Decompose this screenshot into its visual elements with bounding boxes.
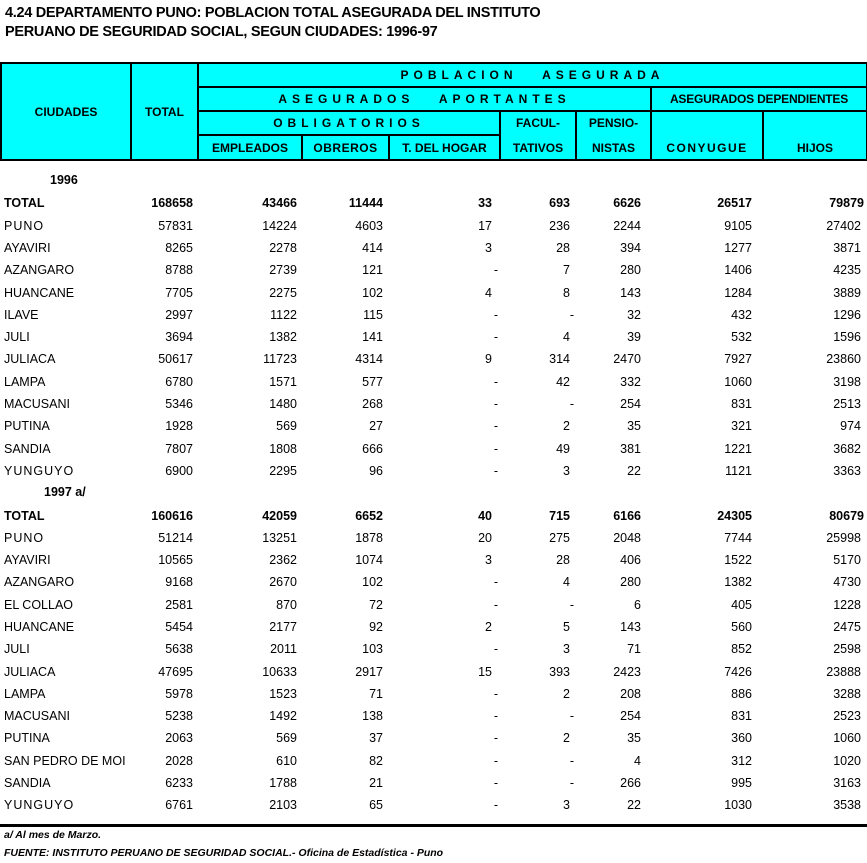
cell-empleados: 1523 xyxy=(269,687,297,701)
cell-obreros: 96 xyxy=(369,464,383,478)
cell-hijos: 27402 xyxy=(826,219,861,233)
cell-hogar: - xyxy=(493,397,498,411)
cell-total: 5978 xyxy=(165,687,193,701)
year-label: 1996 xyxy=(50,173,78,187)
city-name: MACUSANI xyxy=(4,397,70,411)
header-facultativos-1: FACUL- xyxy=(516,116,560,130)
table-row xyxy=(0,327,867,347)
table-row xyxy=(0,773,867,793)
city-name: PUNO xyxy=(4,219,45,233)
cell-hogar: - xyxy=(493,642,498,656)
cell-conyugue: 432 xyxy=(731,308,752,322)
cell-conyugue: 886 xyxy=(731,687,752,701)
city-name: AYAVIRI xyxy=(4,241,51,255)
header-asegurados-dependientes: ASEGURADOS DEPENDIENTES xyxy=(669,92,849,106)
cell-conyugue: 7927 xyxy=(724,352,752,366)
cell-pensionistas: 266 xyxy=(620,776,641,790)
cell-empleados: 2275 xyxy=(269,286,297,300)
city-name: TOTAL xyxy=(4,509,45,523)
city-name: MACUSANI xyxy=(4,709,70,723)
cell-facultativos: 2 xyxy=(563,687,570,701)
cell-hogar: 9 xyxy=(485,352,492,366)
cell-pensionistas: 143 xyxy=(620,620,641,634)
cell-empleados: 43466 xyxy=(262,196,297,210)
cell-conyugue: 995 xyxy=(731,776,752,790)
cell-facultativos: - xyxy=(569,397,574,411)
cell-pensionistas: 35 xyxy=(627,731,641,745)
cell-facultativos: - xyxy=(569,709,574,723)
cell-hogar: 3 xyxy=(485,553,492,567)
cell-total: 2581 xyxy=(165,598,193,612)
cell-conyugue: 1522 xyxy=(724,553,752,567)
cell-hijos: 3363 xyxy=(833,464,861,478)
cell-pensionistas: 394 xyxy=(620,241,641,255)
cell-total: 5454 xyxy=(165,620,193,634)
cell-facultativos: - xyxy=(569,776,574,790)
cell-hogar: - xyxy=(493,330,498,344)
cell-hijos: 974 xyxy=(840,419,861,433)
cell-hijos: 3682 xyxy=(833,442,861,456)
cell-obreros: 37 xyxy=(369,731,383,745)
title-line-1: 4.24 DEPARTAMENTO PUNO: POBLACION TOTAL ASEGURADA DEL INSTITUTO xyxy=(5,5,541,21)
cell-total: 57831 xyxy=(158,219,193,233)
cell-hogar: - xyxy=(493,709,498,723)
cell-obreros: 65 xyxy=(369,798,383,812)
cell-pensionistas: 22 xyxy=(627,464,641,478)
cell-obreros: 2917 xyxy=(355,665,383,679)
cell-empleados: 1382 xyxy=(269,330,297,344)
cell-conyugue: 360 xyxy=(731,731,752,745)
cell-facultativos: 715 xyxy=(549,509,570,523)
cell-empleados: 569 xyxy=(276,731,297,745)
cell-hogar: - xyxy=(493,754,498,768)
city-name: AZANGARO xyxy=(4,263,75,277)
table-row xyxy=(0,305,867,325)
cell-hijos: 3889 xyxy=(833,286,861,300)
cell-facultativos: - xyxy=(569,754,574,768)
cell-empleados: 42059 xyxy=(262,509,297,523)
cell-total: 6780 xyxy=(165,375,193,389)
cell-hogar: 15 xyxy=(478,665,492,679)
header-facultativos-2: TATIVOS xyxy=(512,140,564,155)
table-row xyxy=(0,795,867,815)
cell-empleados: 2739 xyxy=(269,263,297,277)
table-row xyxy=(0,751,867,771)
cell-conyugue: 1221 xyxy=(724,442,752,456)
cell-conyugue: 831 xyxy=(731,709,752,723)
footer-rule xyxy=(0,824,867,827)
header-pensionistas-2: NISTAS xyxy=(591,140,636,155)
cell-empleados: 2362 xyxy=(269,553,297,567)
cell-conyugue: 9105 xyxy=(724,219,752,233)
cell-hogar: - xyxy=(493,308,498,322)
cell-facultativos: - xyxy=(569,598,574,612)
table-row xyxy=(0,439,867,459)
cell-hijos: 2475 xyxy=(833,620,861,634)
cell-hijos: 1596 xyxy=(833,330,861,344)
table-row xyxy=(0,684,867,704)
year-label: 1997 a/ xyxy=(44,485,86,500)
cell-conyugue: 1406 xyxy=(724,263,752,277)
city-name: LAMPA xyxy=(4,375,46,389)
city-name: SANDIA xyxy=(4,442,51,456)
city-name: TOTAL xyxy=(4,196,45,210)
cell-hijos: 2523 xyxy=(833,709,861,723)
cell-obreros: 71 xyxy=(369,687,383,701)
cell-pensionistas: 4 xyxy=(634,754,641,768)
cell-hijos: 3538 xyxy=(833,798,861,812)
cell-facultativos: 393 xyxy=(549,665,570,679)
cell-obreros: 103 xyxy=(362,642,383,656)
cell-total: 6233 xyxy=(165,776,193,790)
cell-hogar: 2 xyxy=(485,620,492,634)
cell-empleados: 2295 xyxy=(269,464,297,478)
cell-facultativos: 3 xyxy=(563,798,570,812)
cell-obreros: 21 xyxy=(369,776,383,790)
cell-obreros: 27 xyxy=(369,419,383,433)
cell-obreros: 82 xyxy=(369,754,383,768)
cell-pensionistas: 208 xyxy=(620,687,641,701)
cell-obreros: 1878 xyxy=(355,531,383,545)
cell-total: 2028 xyxy=(165,754,193,768)
cell-empleados: 1492 xyxy=(269,709,297,723)
cell-conyugue: 532 xyxy=(731,330,752,344)
cell-conyugue: 26517 xyxy=(717,196,752,210)
cell-empleados: 1480 xyxy=(269,397,297,411)
cell-hogar: - xyxy=(493,263,498,277)
cell-empleados: 1788 xyxy=(269,776,297,790)
cell-pensionistas: 254 xyxy=(620,397,641,411)
cell-pensionistas: 2470 xyxy=(613,352,641,366)
cell-total: 50617 xyxy=(158,352,193,366)
city-name: JULI xyxy=(4,642,30,656)
cell-pensionistas: 2244 xyxy=(613,219,641,233)
cell-hogar: - xyxy=(493,464,498,478)
table-row xyxy=(0,572,867,592)
city-name: EL COLLAO xyxy=(4,598,74,612)
cell-obreros: 102 xyxy=(362,286,383,300)
cell-pensionistas: 2048 xyxy=(613,531,641,545)
cell-facultativos: 49 xyxy=(556,442,570,456)
cell-conyugue: 1030 xyxy=(724,798,752,812)
cell-hijos: 3163 xyxy=(833,776,861,790)
cell-facultativos: 693 xyxy=(549,196,570,210)
cell-facultativos: 7 xyxy=(563,263,570,277)
table-title xyxy=(5,4,540,42)
cell-facultativos: 2 xyxy=(563,419,570,433)
cell-total: 6761 xyxy=(165,798,193,812)
city-name: YUNGUYO xyxy=(4,798,75,812)
cell-hijos: 1020 xyxy=(833,754,861,768)
cell-total: 1928 xyxy=(165,419,193,433)
cell-conyugue: 7426 xyxy=(724,665,752,679)
cell-pensionistas: 6 xyxy=(634,598,641,612)
city-name: ILAVE xyxy=(4,308,39,322)
cell-hijos: 4235 xyxy=(833,263,861,277)
city-name: PUTINA xyxy=(4,731,50,745)
cell-obreros: 102 xyxy=(362,575,383,589)
cell-hogar: 33 xyxy=(478,196,492,210)
cell-empleados: 1122 xyxy=(270,308,297,322)
cell-obreros: 138 xyxy=(362,709,383,723)
cell-obreros: 4314 xyxy=(355,352,383,366)
cell-facultativos: 236 xyxy=(549,219,570,233)
cell-conyugue: 852 xyxy=(731,642,752,656)
cell-conyugue: 1277 xyxy=(724,241,752,255)
cell-hijos: 3198 xyxy=(833,375,861,389)
cell-facultativos: 28 xyxy=(556,241,570,255)
cell-empleados: 10633 xyxy=(262,665,297,679)
cell-total: 5238 xyxy=(165,709,193,723)
table-row xyxy=(0,238,867,258)
city-name: PUTINA xyxy=(4,419,50,433)
cell-facultativos: - xyxy=(569,308,574,322)
cell-obreros: 4603 xyxy=(355,219,383,233)
cell-hogar: - xyxy=(493,776,498,790)
cell-conyugue: 1284 xyxy=(724,286,752,300)
header-pensionistas-1: PENSIO- xyxy=(588,116,639,130)
cell-obreros: 141 xyxy=(362,330,383,344)
cell-pensionistas: 6626 xyxy=(613,196,641,210)
cell-hogar: - xyxy=(493,687,498,701)
cell-empleados: 14224 xyxy=(262,219,297,233)
total-row xyxy=(0,506,867,526)
cell-pensionistas: 406 xyxy=(620,553,641,567)
city-name: SAN PEDRO DE MOI xyxy=(4,754,126,768)
cell-pensionistas: 332 xyxy=(620,375,641,389)
cell-hogar: 20 xyxy=(478,531,492,545)
table-row xyxy=(0,372,867,392)
cell-pensionistas: 32 xyxy=(627,308,641,322)
header-total: TOTAL xyxy=(145,104,184,119)
cell-obreros: 6652 xyxy=(355,509,383,523)
table-header xyxy=(0,62,867,161)
cell-empleados: 2103 xyxy=(269,798,297,812)
cell-hijos: 3871 xyxy=(833,241,861,255)
cell-hijos: 1060 xyxy=(833,731,861,745)
cell-total: 9168 xyxy=(165,575,193,589)
header-t-del-hogar: T. DEL HOGAR xyxy=(402,140,487,155)
cell-obreros: 268 xyxy=(362,397,383,411)
cell-total: 168658 xyxy=(151,196,193,210)
city-name: LAMPA xyxy=(4,687,46,701)
cell-empleados: 2177 xyxy=(269,620,297,634)
cell-total: 2997 xyxy=(165,308,193,322)
cell-total: 8788 xyxy=(165,263,193,277)
cell-hijos: 5170 xyxy=(833,553,861,567)
cell-pensionistas: 71 xyxy=(627,642,641,656)
cell-facultativos: 3 xyxy=(563,642,570,656)
table-row xyxy=(0,662,867,682)
table-row xyxy=(0,260,867,280)
cell-empleados: 1571 xyxy=(269,375,297,389)
table-row xyxy=(0,283,867,303)
table-row xyxy=(0,595,867,615)
city-name: HUANCANE xyxy=(4,286,75,300)
cell-total: 7705 xyxy=(165,286,193,300)
cell-hogar: 40 xyxy=(478,509,492,523)
cell-conyugue: 560 xyxy=(731,620,752,634)
cell-total: 5346 xyxy=(165,397,193,411)
city-name: HUANCANE xyxy=(4,620,75,634)
cell-facultativos: 4 xyxy=(563,575,570,589)
cell-hogar: 17 xyxy=(478,219,492,233)
cell-hogar: 4 xyxy=(485,286,492,300)
table-row xyxy=(0,639,867,659)
cell-empleados: 2670 xyxy=(269,575,297,589)
cell-obreros: 414 xyxy=(362,241,383,255)
city-name: SANDIA xyxy=(4,776,51,790)
cell-conyugue: 24305 xyxy=(717,509,752,523)
city-name: AYAVIRI xyxy=(4,553,51,567)
cell-facultativos: 8 xyxy=(563,286,570,300)
cell-empleados: 870 xyxy=(276,598,297,612)
cell-empleados: 2278 xyxy=(269,241,297,255)
header-poblacion-asegurada: POBLACION ASEGURADA xyxy=(400,68,665,82)
cell-empleados: 610 xyxy=(276,754,297,768)
cell-conyugue: 1121 xyxy=(725,464,752,478)
header-obreros: OBREROS xyxy=(313,140,378,155)
cell-obreros: 115 xyxy=(363,308,383,322)
cell-pensionistas: 6166 xyxy=(613,509,641,523)
city-name: PUNO xyxy=(4,531,45,545)
cell-obreros: 92 xyxy=(369,620,383,634)
source-note: FUENTE: INSTITUTO PERUANO DE SEGURIDAD SOCIAL.- Oficina de Estadística - Puno xyxy=(4,847,444,859)
cell-empleados: 11723 xyxy=(263,352,297,366)
cell-total: 8265 xyxy=(165,241,193,255)
table-row xyxy=(0,528,867,548)
cell-pensionistas: 381 xyxy=(620,442,641,456)
cell-total: 47695 xyxy=(158,665,193,679)
cell-hogar: - xyxy=(493,419,498,433)
table-row xyxy=(0,216,867,236)
cell-total: 5638 xyxy=(165,642,193,656)
cell-obreros: 121 xyxy=(362,263,383,277)
cell-total: 2063 xyxy=(165,731,193,745)
cell-obreros: 72 xyxy=(369,598,383,612)
cell-total: 7807 xyxy=(165,442,193,456)
table-row xyxy=(0,728,867,748)
table-row xyxy=(0,461,867,481)
cell-obreros: 577 xyxy=(362,375,383,389)
cell-hijos: 80679 xyxy=(829,509,864,523)
table-row xyxy=(0,706,867,726)
cell-facultativos: 5 xyxy=(563,620,570,634)
cell-pensionistas: 280 xyxy=(620,263,641,277)
table-row xyxy=(0,617,867,637)
cell-facultativos: 42 xyxy=(556,375,570,389)
header-conyugue: CONYUGUE xyxy=(666,140,748,155)
cell-obreros: 666 xyxy=(362,442,383,456)
cell-hijos: 23860 xyxy=(826,352,861,366)
header-obligatorios: OBLIGATORIOS xyxy=(273,116,425,130)
table-row xyxy=(0,550,867,570)
cell-total: 3694 xyxy=(165,330,193,344)
cell-pensionistas: 280 xyxy=(620,575,641,589)
cell-hijos: 79879 xyxy=(829,196,864,210)
cell-pensionistas: 254 xyxy=(620,709,641,723)
cell-conyugue: 312 xyxy=(731,754,752,768)
cell-facultativos: 314 xyxy=(549,352,570,366)
cell-facultativos: 28 xyxy=(556,553,570,567)
cell-empleados: 13251 xyxy=(262,531,297,545)
cell-hogar: - xyxy=(493,798,498,812)
cell-hijos: 2513 xyxy=(833,397,861,411)
table-row xyxy=(0,394,867,414)
cell-hijos: 1296 xyxy=(833,308,861,322)
cell-facultativos: 2 xyxy=(563,731,570,745)
cell-hogar: - xyxy=(493,731,498,745)
cell-pensionistas: 22 xyxy=(627,798,641,812)
city-name: JULIACA xyxy=(4,665,56,679)
header-hijos: HIJOS xyxy=(796,140,833,155)
cell-obreros: 11444 xyxy=(348,196,383,210)
cell-hijos: 4730 xyxy=(833,575,861,589)
cell-obreros: 1074 xyxy=(355,553,383,567)
cell-conyugue: 1382 xyxy=(724,575,752,589)
cell-hogar: - xyxy=(493,442,498,456)
table-row xyxy=(0,416,867,436)
cell-total: 6900 xyxy=(165,464,193,478)
title-line-2: PERUANO DE SEGURIDAD SOCIAL, SEGUN CIUDADES: 1996-97 xyxy=(5,24,438,40)
city-name: YUNGUYO xyxy=(4,464,75,478)
cell-conyugue: 405 xyxy=(731,598,752,612)
cell-facultativos: 3 xyxy=(563,464,570,478)
footnote: a/ Al mes de Marzo. xyxy=(4,829,102,841)
city-name: JULIACA xyxy=(4,352,56,366)
cell-hogar: - xyxy=(493,598,498,612)
header-ciudades: CIUDADES xyxy=(34,104,98,119)
cell-hogar: - xyxy=(493,375,498,389)
cell-pensionistas: 35 xyxy=(627,419,641,433)
cell-conyugue: 7744 xyxy=(724,531,752,545)
cell-pensionistas: 39 xyxy=(627,330,641,344)
cell-total: 10565 xyxy=(158,553,193,567)
city-name: JULI xyxy=(4,330,30,344)
cell-facultativos: 275 xyxy=(549,531,570,545)
cell-hijos: 2598 xyxy=(833,642,861,656)
cell-hijos: 1228 xyxy=(833,598,861,612)
table-row xyxy=(0,349,867,369)
header-asegurados-aportantes: ASEGURADOS APORTANTES xyxy=(278,92,571,106)
total-row xyxy=(0,193,867,213)
cell-conyugue: 1060 xyxy=(724,375,752,389)
cell-hogar: - xyxy=(493,575,498,589)
cell-hijos: 25998 xyxy=(826,531,861,545)
cell-empleados: 569 xyxy=(276,419,297,433)
cell-empleados: 2011 xyxy=(270,642,297,656)
cell-facultativos: 4 xyxy=(563,330,570,344)
cell-empleados: 1808 xyxy=(269,442,297,456)
cell-total: 51214 xyxy=(158,531,193,545)
cell-pensionistas: 143 xyxy=(620,286,641,300)
cell-conyugue: 831 xyxy=(731,397,752,411)
cell-hijos: 23888 xyxy=(826,665,861,679)
cell-conyugue: 321 xyxy=(731,419,752,433)
cell-hijos: 3288 xyxy=(833,687,861,701)
city-name: AZANGARO xyxy=(4,575,75,589)
cell-pensionistas: 2423 xyxy=(613,665,641,679)
cell-hogar: 3 xyxy=(485,241,492,255)
header-empleados: EMPLEADOS xyxy=(211,140,288,155)
cell-total: 160616 xyxy=(151,509,193,523)
